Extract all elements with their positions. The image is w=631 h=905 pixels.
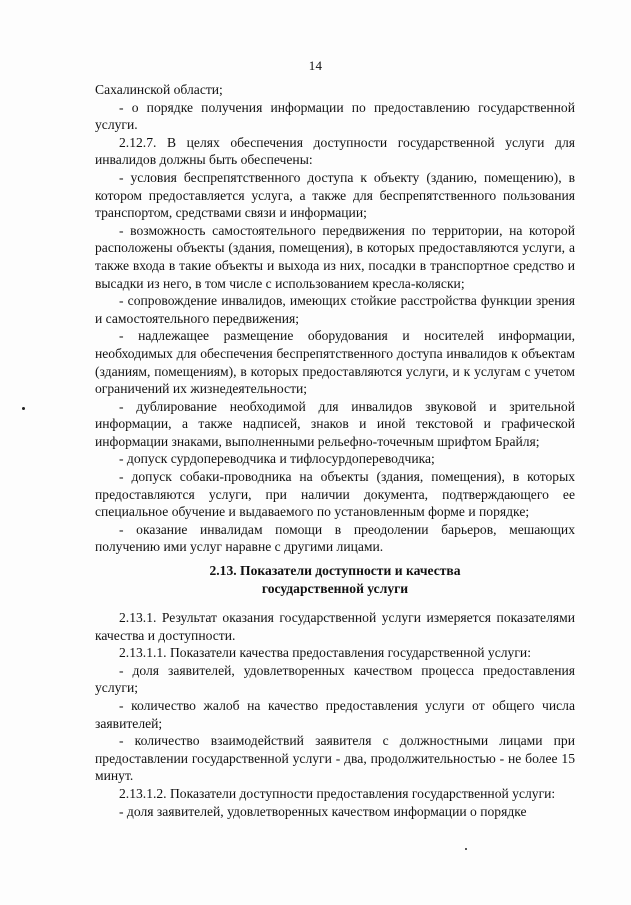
paragraph: Сахалинской области;	[95, 82, 223, 97]
paragraph: 2.12.7. В целях обеспечения доступности государственной услуги для инвалидов должны быть обеспечены:	[95, 134, 575, 168]
page-number: 14	[308, 58, 323, 73]
body-text-before-heading	[95, 81, 575, 556]
paragraph: - дублирование необходимой для инвалидов звуковой и зрительной информации, а также надписей, знаков и иной текстовой и графической информации знаками, выполненными рельефно-точечным шрифтом Брайля;	[95, 398, 575, 449]
paragraph: - сопровождение инвалидов, имеющих стойкие расстройства функции зрения и самостоятельного передвижения;	[95, 293, 575, 326]
paragraph: 2.13.1.1. Показатели качества предоставления государственной услуги:	[119, 645, 531, 661]
paragraph: - возможность самостоятельного передвижения по территории, на которой расположены объекты (здания, помещения), в которых предоставляются услуги, а также входа в такие объекты и выхода из них, посадки в транспортное средство и высадки из него, в том числе с использованием кресла-коляски;	[95, 222, 575, 291]
paragraph: - доля заявителей, удовлетворенных качеством информации о порядке	[119, 803, 527, 819]
paragraph: - количество жалоб на качество предоставления услуги от общего числа заявителей;	[95, 697, 575, 731]
paragraph: - о порядке получения информации по предоставлению государственной услуги.	[95, 99, 575, 133]
scan-speck	[465, 848, 467, 850]
paragraph: - допуск собаки-проводника на объекты (здания, помещения), в которых предоставляются услуги, при наличии документа, подтверждающего ее специальное обучение и выдаваемого по установленным форме и порядке;	[95, 469, 575, 520]
section-heading	[95, 562, 575, 597]
paragraph: - доля заявителей, удовлетворенных качеством процесса предоставления услуги;	[95, 662, 575, 696]
paragraph: - количество взаимодействий заявителя с должностными лицами при предоставлении государственной услуги - два, продолжительностью - не более 15 минут.	[95, 733, 575, 784]
paragraph: - допуск сурдопереводчика и тифлосурдопереводчика;	[119, 451, 435, 467]
scan-speck	[22, 407, 25, 410]
section-heading-line: государственной услуги	[261, 580, 409, 596]
paragraph: - оказание инвалидам помощи в преодолении барьеров, мешающих получению ими услуг наравне с другими лицами.	[95, 521, 575, 555]
paragraph: 2.13.1. Результат оказания государственной услуги измеряется показателями качества и доступности.	[95, 610, 575, 643]
section-heading-line: 2.13. Показатели доступности и качества	[209, 563, 461, 578]
paragraph: - условия беспрепятственного доступа к объекту (зданию, помещению), в котором предоставляется услуга, а также для беспрепятственного пользования транспортом, средствами связи и информации;	[95, 169, 575, 221]
body-text-after-heading	[95, 609, 575, 820]
paragraph: 2.13.1.2. Показатели доступности предоставления государственной услуги:	[119, 785, 556, 801]
paragraph: - надлежащее размещение оборудования и носителей информации, необходимых для обеспечения беспрепятственного доступа инвалидов к объектам (зданиям, помещениям), в которых предоставляются услуги, и к услугам с учетом ограничений их жизнедеятельности;	[95, 328, 575, 397]
